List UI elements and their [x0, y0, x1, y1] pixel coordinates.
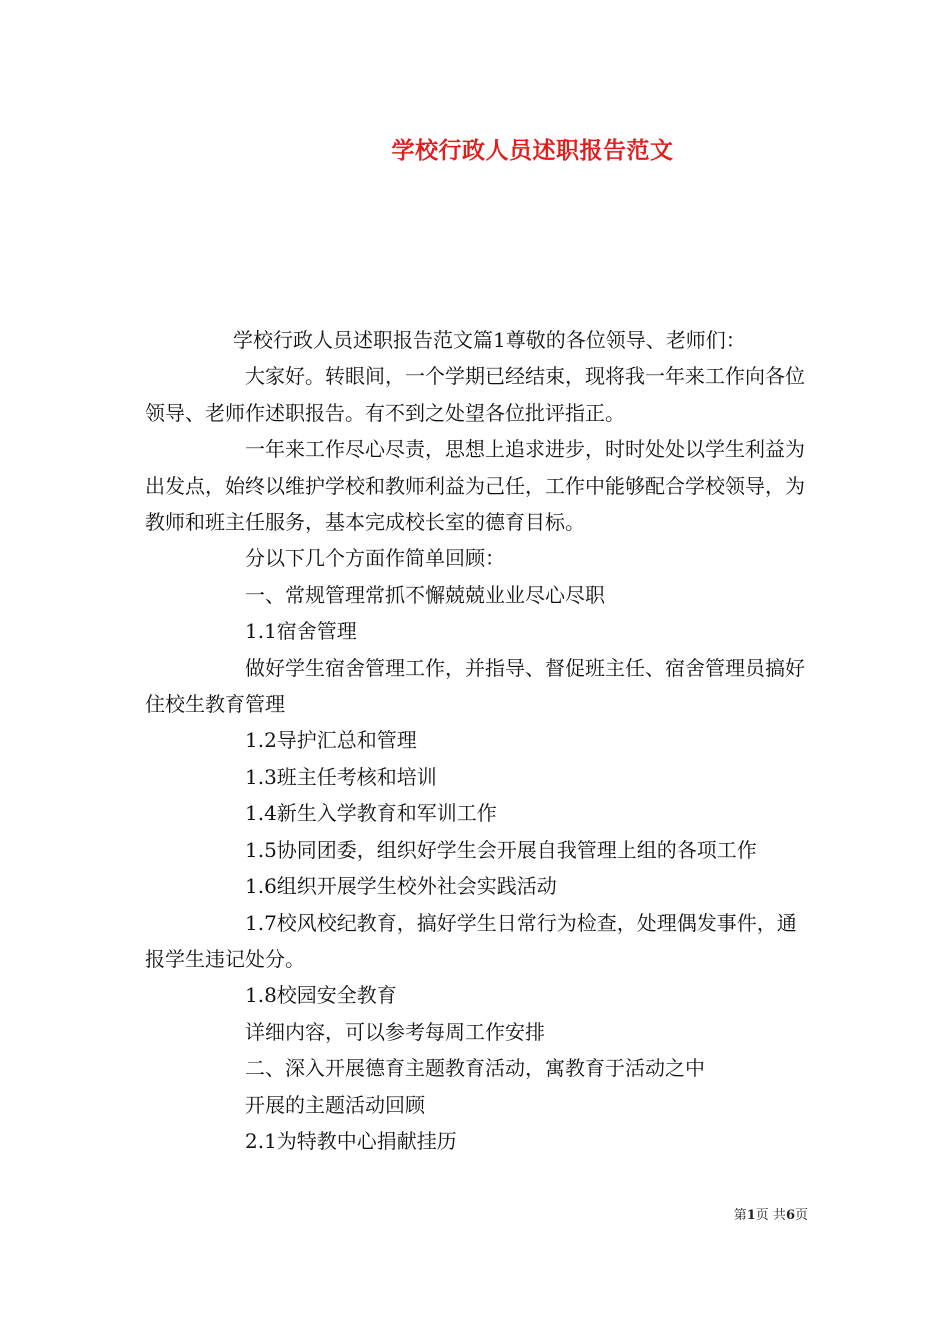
list-item: 1.5协同团委，组织好学生会开展自我管理上组的各项工作: [245, 837, 757, 862]
list-item: 1.1宿舍管理: [245, 619, 357, 644]
paragraph: 大家好。转眼间，一个学期已经结束，现将我一年来工作向各位领导、老师作述职报告。有不到之处望各位批评指正。: [145, 364, 805, 425]
paragraph: 开展的主题活动回顾: [245, 1092, 425, 1117]
list-item: 1.7校风校纪教育，搞好学生日常行为检查，处理偶发事件，通报学生违记处分。: [145, 910, 797, 971]
paragraph: 分以下几个方面作简单回顾：: [245, 546, 505, 571]
footer-suffix: 页: [794, 1208, 808, 1223]
list-item: 1.6组织开展学生校外社会实践活动: [245, 874, 557, 899]
footer-page-number: 1: [746, 1208, 756, 1223]
document-title: 学校行政人员述职报告范文: [391, 137, 674, 164]
page-footer: [734, 1204, 808, 1223]
list-item: 1.2导护汇总和管理: [245, 728, 417, 753]
section-heading: 二、深入开展德育主题教育活动，寓教育于活动之中: [245, 1056, 705, 1081]
document-body: [145, 322, 810, 1159]
paragraph-intro: 学校行政人员述职报告范文篇1尊敬的各位领导、老师们：: [233, 328, 746, 352]
paragraph: 做好学生宿舍管理工作，并指导、督促班主任、宿舍管理员搞好住校生教育管理: [145, 655, 805, 717]
footer-prefix: 第: [733, 1208, 747, 1223]
footer-total-pages: 6: [785, 1208, 795, 1223]
section-heading: 一、常规管理常抓不懈兢兢业业尽心尽职: [245, 582, 605, 607]
list-item: 1.3班主任考核和培训: [245, 764, 437, 789]
list-item: 2.1为特教中心捐献挂历: [245, 1128, 457, 1153]
footer-middle: 页 共: [755, 1208, 786, 1223]
paragraph: 详细内容，可以参考每周工作安排: [245, 1019, 545, 1044]
list-item: 1.8校园安全教育: [245, 983, 397, 1008]
paragraph: 一年来工作尽心尽责，思想上追求进步，时时处处以学生利益为出发点，始终以维护学校和教师利益为己任，工作中能够配合学校领导，为教师和班主任服务，基本完成校长室的德育目标。: [145, 437, 805, 535]
list-item: 1.4新生入学教育和军训工作: [245, 801, 497, 826]
